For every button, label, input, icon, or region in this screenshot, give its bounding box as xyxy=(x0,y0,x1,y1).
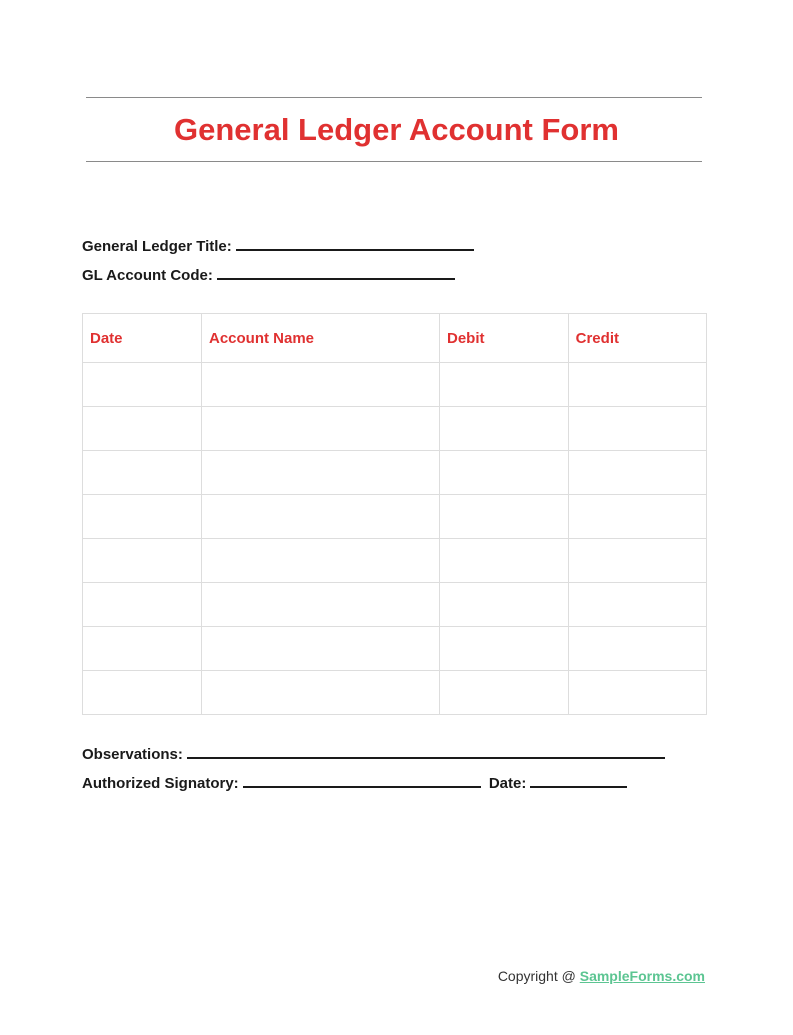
credit-cell[interactable] xyxy=(568,363,706,407)
table-row xyxy=(83,495,707,539)
debit-cell[interactable] xyxy=(440,451,569,495)
debit-cell[interactable] xyxy=(440,407,569,451)
account-code-input[interactable] xyxy=(217,264,455,280)
header-debit: Debit xyxy=(440,314,569,363)
debit-cell[interactable] xyxy=(440,671,569,715)
date-cell[interactable] xyxy=(83,539,202,583)
date-cell[interactable] xyxy=(83,627,202,671)
account-name-cell[interactable] xyxy=(202,495,440,539)
credit-cell[interactable] xyxy=(568,495,706,539)
date-cell[interactable] xyxy=(83,363,202,407)
debit-cell[interactable] xyxy=(440,539,569,583)
debit-cell[interactable] xyxy=(440,363,569,407)
header-account-name: Account Name xyxy=(202,314,440,363)
debit-cell[interactable] xyxy=(440,627,569,671)
account-code-field xyxy=(82,264,455,284)
header-date: Date xyxy=(83,314,202,363)
credit-cell[interactable] xyxy=(568,627,706,671)
credit-cell[interactable] xyxy=(568,671,706,715)
account-name-cell[interactable] xyxy=(202,407,440,451)
account-name-cell[interactable] xyxy=(202,583,440,627)
observations-label: Observations: xyxy=(82,746,183,763)
signatory-field xyxy=(82,772,627,792)
title-top-divider xyxy=(86,97,702,98)
ledger-table xyxy=(82,313,707,715)
observations-field xyxy=(82,743,665,763)
copyright-notice xyxy=(498,968,705,984)
date-cell[interactable] xyxy=(83,407,202,451)
ledger-title-field xyxy=(82,235,474,255)
date-cell[interactable] xyxy=(83,451,202,495)
form-title: General Ledger Account Form xyxy=(174,112,619,147)
table-row xyxy=(83,627,707,671)
account-name-cell[interactable] xyxy=(202,539,440,583)
title-bottom-divider xyxy=(86,161,702,162)
observations-input[interactable] xyxy=(187,743,665,759)
sampleforms-link[interactable]: SampleForms.com xyxy=(579,968,705,984)
table-row xyxy=(83,451,707,495)
debit-cell[interactable] xyxy=(440,583,569,627)
date-cell[interactable] xyxy=(83,583,202,627)
table-row xyxy=(83,671,707,715)
header-credit: Credit xyxy=(568,314,706,363)
account-name-cell[interactable] xyxy=(202,627,440,671)
ledger-title-label: General Ledger Title: xyxy=(82,238,232,255)
signatory-label: Authorized Signatory: xyxy=(82,775,239,792)
ledger-title-input[interactable] xyxy=(236,235,474,251)
account-name-cell[interactable] xyxy=(202,363,440,407)
date-label: Date: xyxy=(488,775,527,792)
table-row xyxy=(83,539,707,583)
table-header-row xyxy=(83,314,707,363)
table-row xyxy=(83,407,707,451)
table-row xyxy=(83,583,707,627)
date-input[interactable] xyxy=(530,772,627,788)
date-cell[interactable] xyxy=(83,495,202,539)
credit-cell[interactable] xyxy=(568,539,706,583)
copyright-prefix: Copyright @ xyxy=(497,968,580,984)
account-name-cell[interactable] xyxy=(202,671,440,715)
account-name-cell[interactable] xyxy=(202,451,440,495)
date-cell[interactable] xyxy=(83,671,202,715)
credit-cell[interactable] xyxy=(568,583,706,627)
table-row xyxy=(83,363,707,407)
credit-cell[interactable] xyxy=(568,407,706,451)
credit-cell[interactable] xyxy=(568,451,706,495)
signatory-input[interactable] xyxy=(243,772,481,788)
account-code-label: GL Account Code: xyxy=(82,267,213,284)
debit-cell[interactable] xyxy=(440,495,569,539)
